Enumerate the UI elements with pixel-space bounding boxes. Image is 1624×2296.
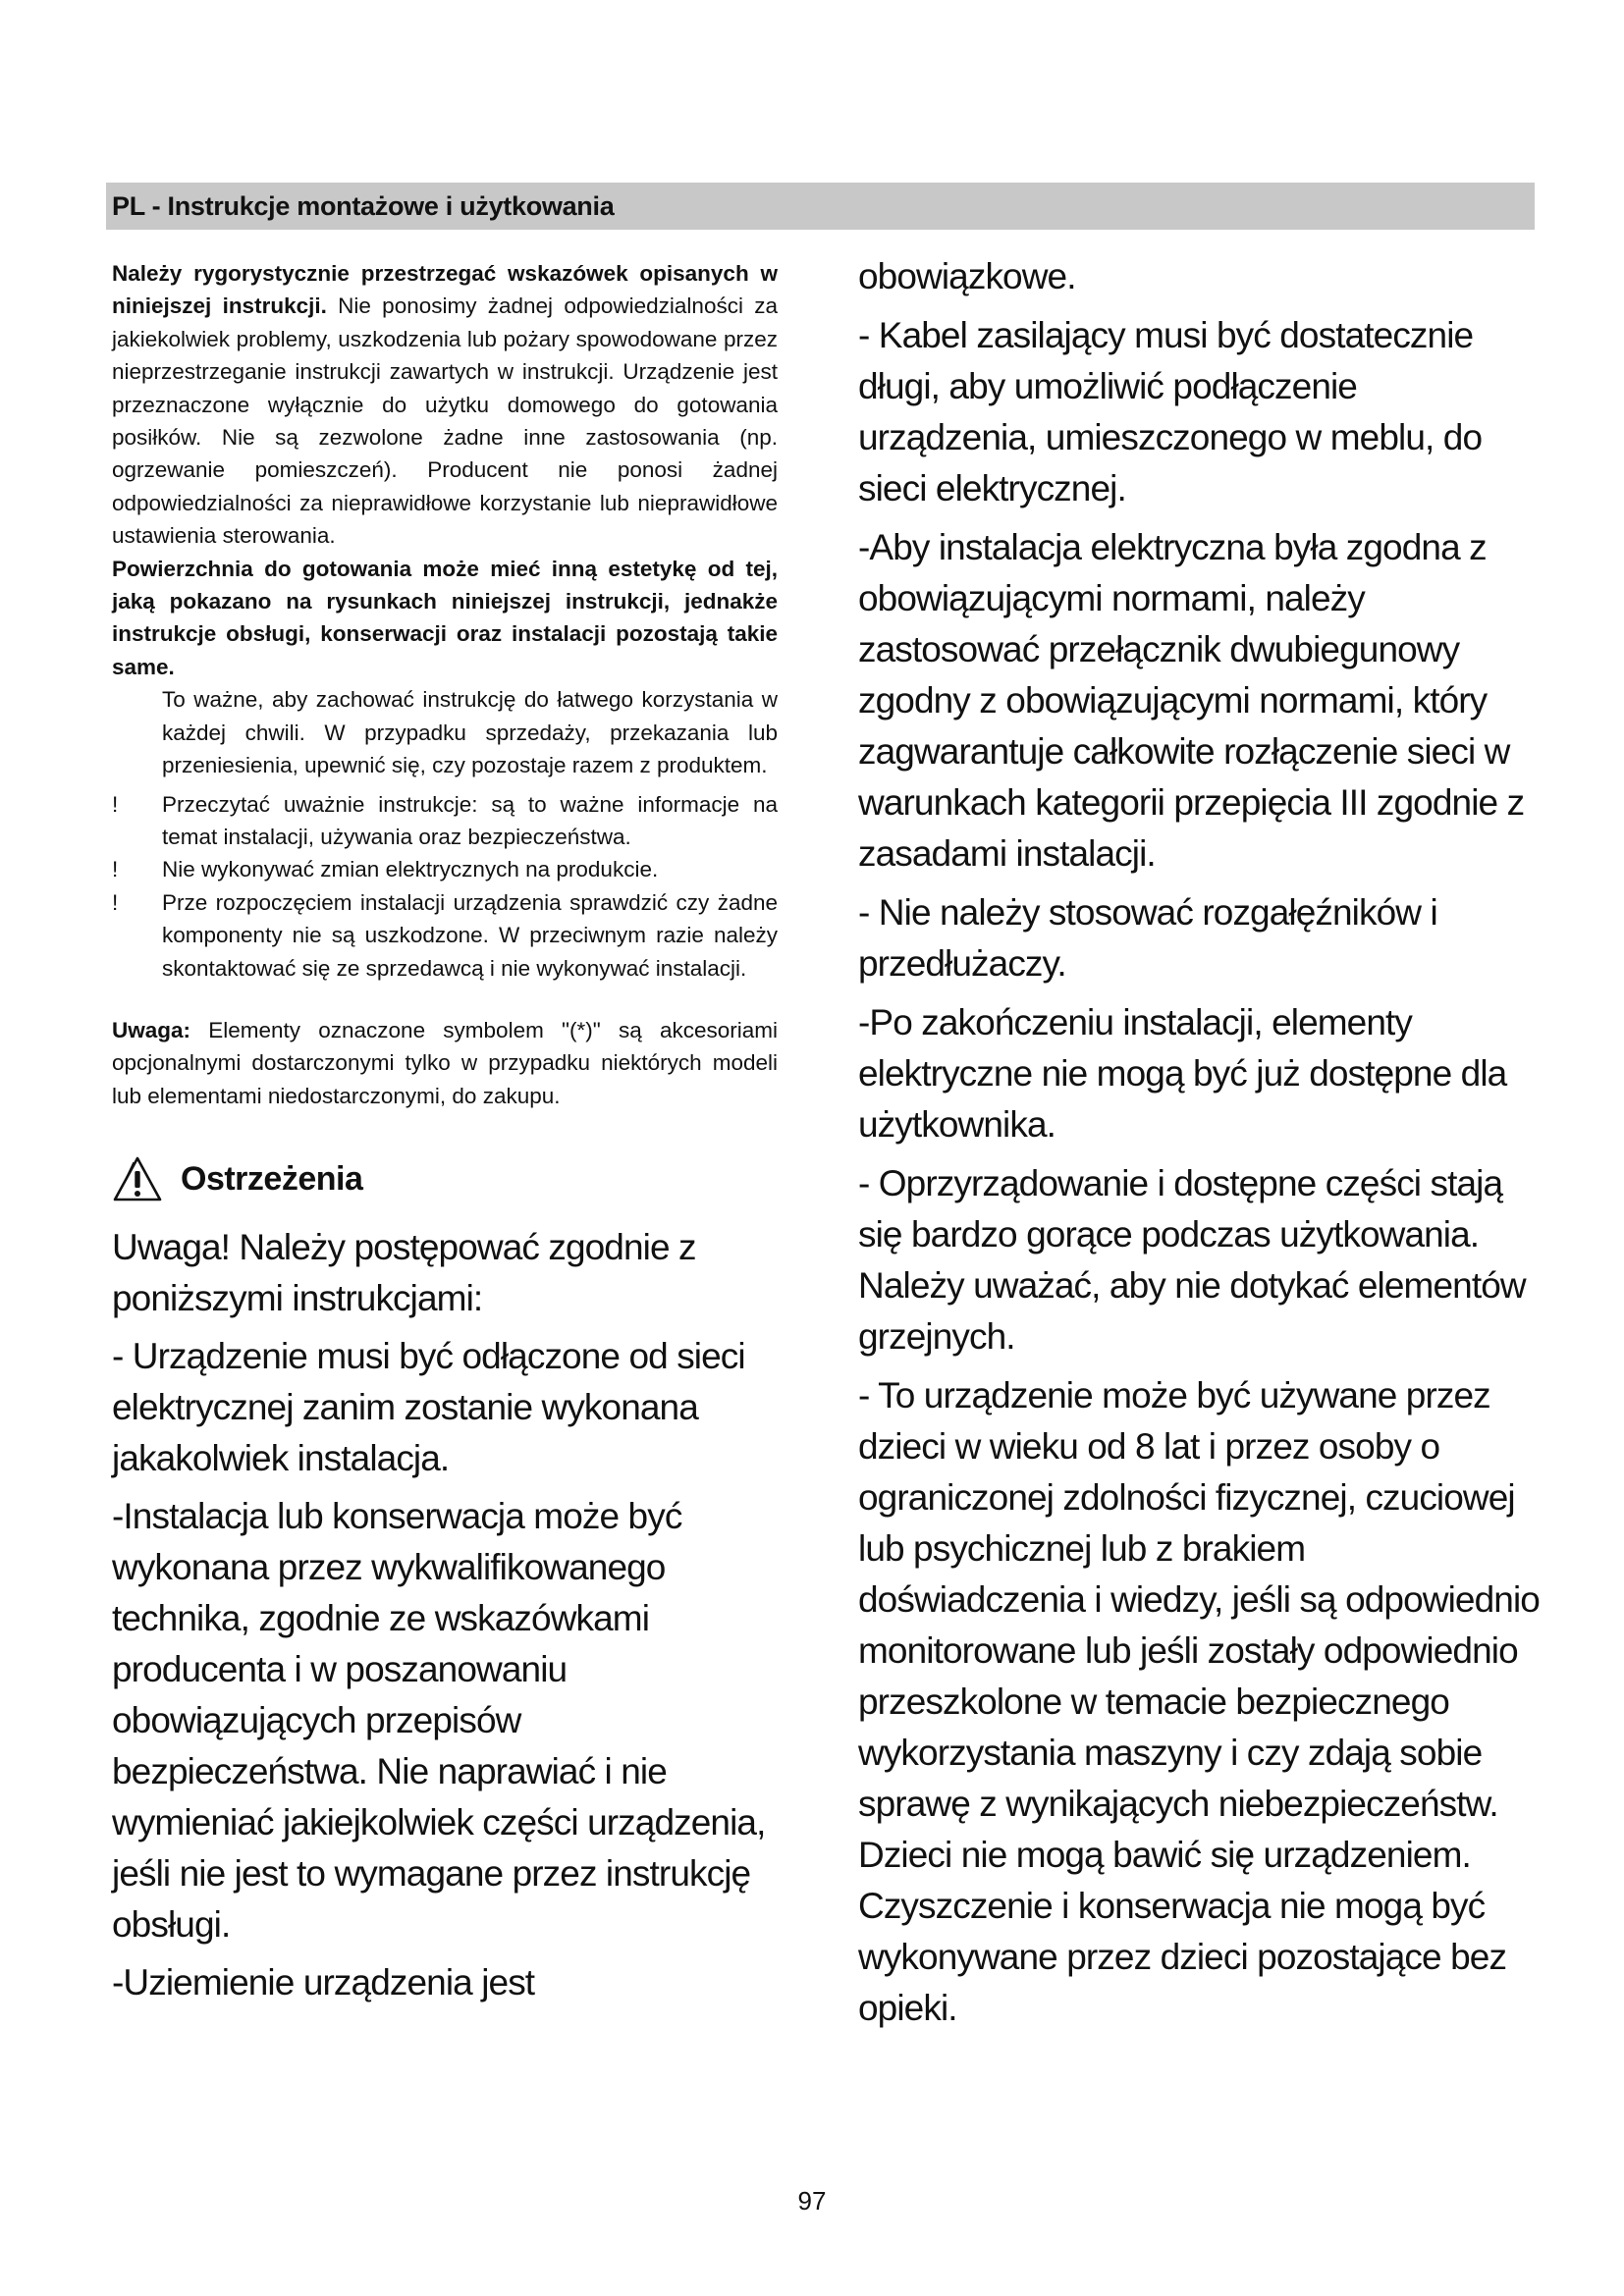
exclamation-icon: ! (112, 857, 119, 882)
warnings-title: Ostrzeżenia (181, 1159, 363, 1198)
intro-bold-text: Należy rygorystycznie przestrzegać wskazówek opisanych w niniejszej instrukcji. (112, 261, 778, 319)
right-column (858, 251, 1540, 2034)
warning-paragraph: - To urządzenie może być używane przez dzieci w wieku od 8 lat i przez osoby o ograniczonej zdolności fizycznej, czuciowej lub psychicznej lub z brakiem doświadczenia i wiedzy, jeśli są odpowiednio monitorowane lub jeśli zostały odpowiednio przeszkolone w temacie bezpiecznego wykorzystania maszyny i czy zdają sobie sprawę z wynikających niebezpieczeństw. Dzieci nie mogą bawić się urządzeniem. Czyszczenie i konserwacja nie mogą być wykonywane przez dzieci pozostające bez opieki. (858, 1375, 1540, 2028)
section-title: PL - Instrukcje montażowe i użytkowania (112, 191, 615, 221)
intro-text: Nie ponosimy żadnej odpowiedzialności za jakiekolwiek problemy, uszkodzenia lub pożary spowodowane przez nieprzestrzeganie instrukcji zawartych w instrukcji. Urządzenie jest przeznaczone wyłącznie do użytku domowego do gotowania posiłków. Nie są zezwolone żadne inne zastosowania (np. ogrzewanie pomieszczeń). Producent nie ponosi żadnej odpowiedzialności za nieprawidłowe korzystanie lub nieprawidłowe ustawienia sterowania. (112, 294, 778, 549)
warning-paragraph: - Nie należy stosować rozgałęźników i przedłużaczy. (858, 892, 1437, 984)
surface-note-paragraph (112, 553, 778, 684)
spacer (112, 985, 778, 1014)
accessories-note (112, 1014, 778, 1112)
keep-instructions-paragraph: To ważne, aby zachować instrukcję do łatwego korzystania w każdej chwili. W przypadku sprzedaży, przekazania lub przeniesienia, upewnić się, czy pozostaje razem z produktem. (162, 687, 778, 778)
page-number: 97 (797, 2186, 827, 2216)
exclamation-icon: ! (112, 889, 119, 915)
bullet-text: Nie wykonywać zmian elektrycznych na produkcie. (162, 857, 659, 882)
warning-triangle-icon (112, 1155, 163, 1202)
surface-note-bold: Powierzchnia do gotowania może mieć inną estetykę od tej, jaką pokazano na rysunkach niniejszej instrukcji, jednakże instrukcje obsługi, konserwacji oraz instalacji pozostają takie same. (112, 556, 778, 679)
warning-paragraph: - Urządzenie musi być odłączone od sieci elektrycznej zanim zostanie wykonana jakakolwiek instalacja. (112, 1336, 745, 1479)
warning-paragraph: -Aby instalacja elektryczna była zgodna z obowiązującymi normami, należy zastosować przełącznik dwubiegunowy zgodny z obowiązującymi normami, który zagwarantuje całkowite rozłączenie sieci w warunkach kategorii przepięcia III zgodnie z zasadami instalacji. (858, 527, 1525, 874)
warning-paragraph: -Uziemienie urządzenia jest (112, 1962, 535, 2003)
warning-paragraph: - Oprzyrządowanie i dostępne części stają się bardzo gorące podczas użytkowania. Należy uważać, aby nie dotykać elementów grzejnych. (858, 1163, 1526, 1357)
left-column (112, 257, 778, 2008)
list-item (112, 853, 778, 885)
intro-paragraph (112, 257, 778, 553)
note-label: Uwaga: (112, 1017, 191, 1042)
warnings-heading (112, 1149, 778, 1208)
bullet-text: Przeczytać uważnie instrukcje: są to ważne informacje na temat instalacji, używania oraz bezpieczeństwa. (162, 791, 778, 849)
bullet-text: Prze rozpoczęciem instalacji urządzenia sprawdzić czy żadne komponenty nie są uszkodzone. W przeciwnym razie należy skontaktować się ze sprzedawcą i nie wykonywać instalacji. (162, 889, 778, 981)
warning-paragraph: -Po zakończeniu instalacji, elementy elektryczne nie mogą być już dostępne dla użytkownika. (858, 1002, 1507, 1145)
warning-paragraph: - Kabel zasilający musi być dostatecznie długi, aby umożliwić podłączenie urządzenia, umieszczonego w meblu, do sieci elektrycznej. (858, 315, 1483, 508)
warning-paragraph: obowiązkowe. (858, 256, 1076, 296)
warning-paragraph: -Instalacja lub konserwacja może być wykonana przez wykwalifikowanego technika, zgodnie ze wskazówkami producenta i w poszanowaniu obowiązujących przepisów bezpieczeństwa. Nie naprawiać i nie wymieniać jakiejkolwiek części urządzenia, jeśli nie jest to wymagane przez instrukcję obsługi. (112, 1496, 766, 1946)
section-header-bar (106, 183, 1535, 230)
note-text: Elementy oznaczone symbolem "(*)" są akcesoriami opcjonalnymi dostarczonymi tylko w przypadku niektórych modeli lub elementami niedostarczonymi, do zakupu. (112, 1017, 778, 1108)
list-item (112, 886, 778, 985)
list-item (112, 788, 778, 854)
warning-paragraph: Uwaga! Należy postępować zgodnie z poniższymi instrukcjami: (112, 1227, 696, 1319)
exclamation-icon: ! (112, 791, 119, 817)
